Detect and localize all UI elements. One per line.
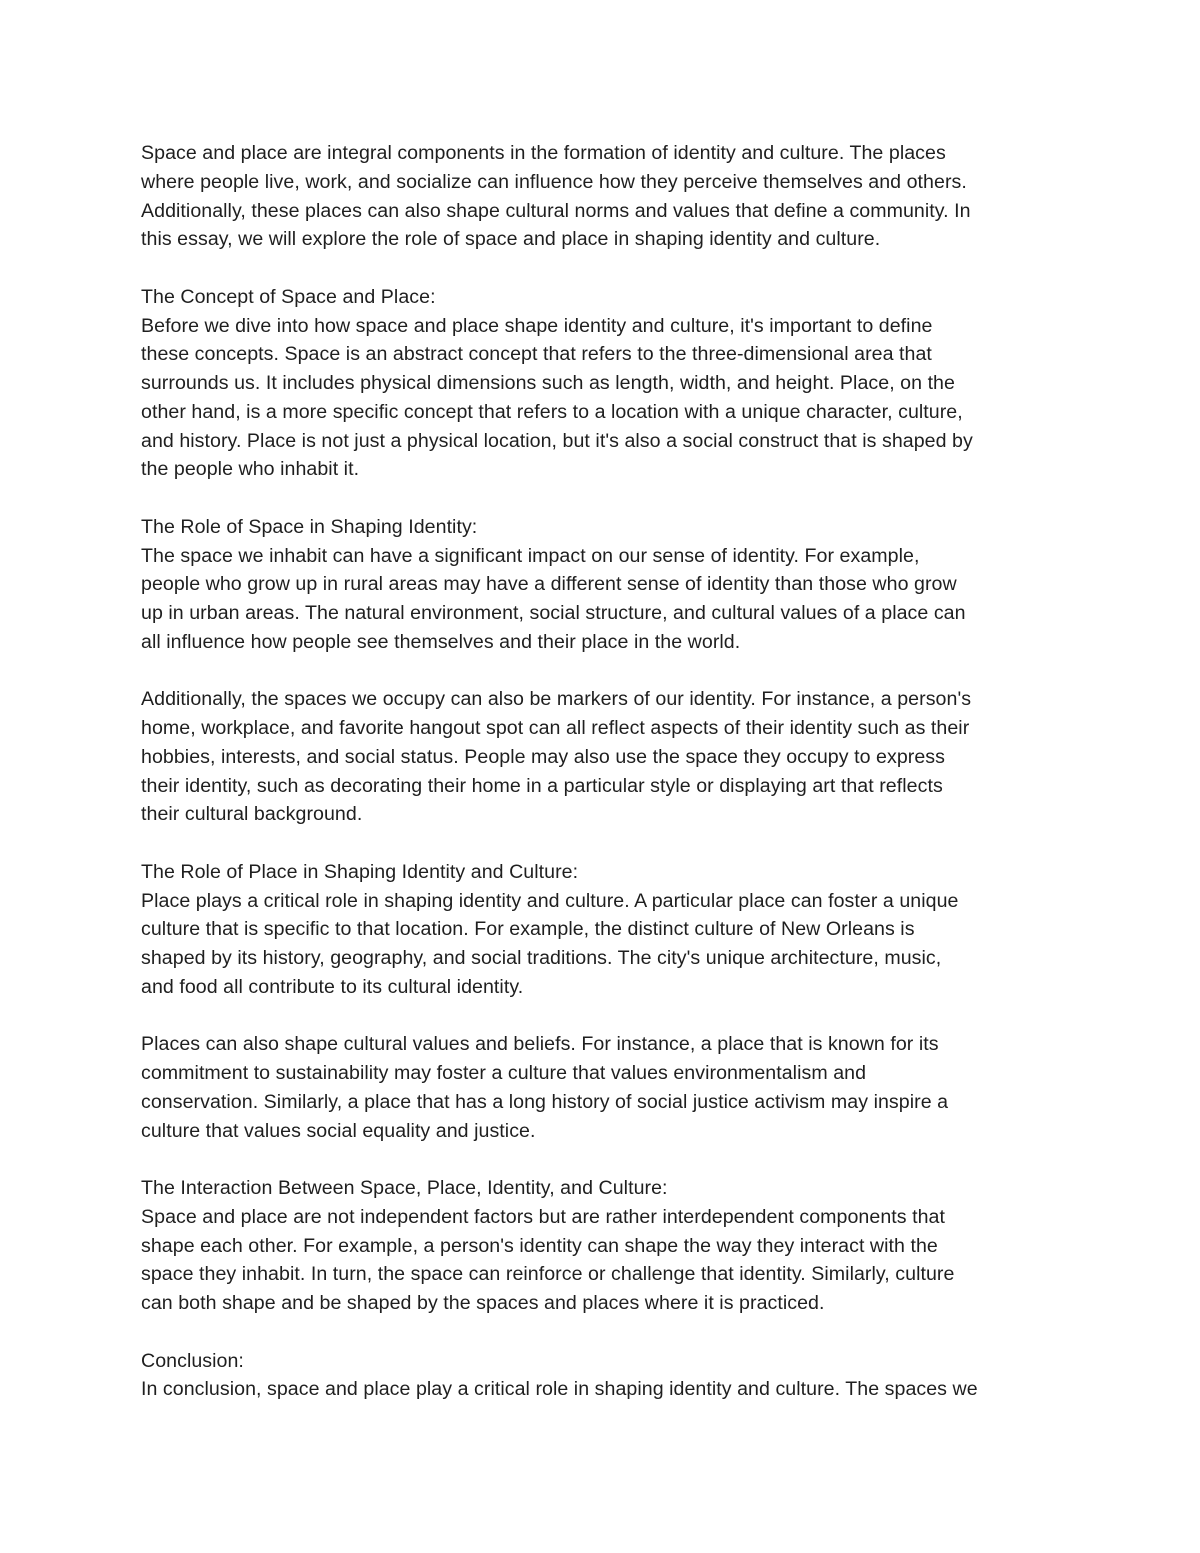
- concept-section: [141, 283, 1081, 484]
- paragraph-gap: [141, 484, 1081, 513]
- space-role-paragraph-2: [141, 685, 1081, 829]
- text-line: surrounds us. It includes physical dimensions such as length, width, and height. Place, on the: [141, 372, 955, 394]
- section-heading: The Interaction Between Space, Place, Identity, and Culture:: [141, 1177, 668, 1199]
- text-line: Places can also shape cultural values and beliefs. For instance, a place that is known for its: [141, 1033, 939, 1056]
- section-heading: The Role of Place in Shaping Identity and Culture:: [141, 860, 579, 883]
- paragraph-gap: [141, 657, 1081, 686]
- text-line: shaped by its history, geography, and social traditions. The city's unique architecture, music,: [141, 947, 942, 969]
- text-line: culture that is specific to that location. For example, the distinct culture of New Orleans is: [141, 918, 915, 941]
- text-line: Place plays a critical role in shaping identity and culture. A particular place can foster a unique: [141, 889, 959, 912]
- section-heading: The Concept of Space and Place:: [141, 285, 436, 308]
- text-line: other hand, is a more specific concept that refers to a location with a unique character, culture,: [141, 400, 963, 423]
- text-line: In conclusion, space and place play a critical role in shaping identity and culture. The spaces we: [141, 1378, 978, 1401]
- text-line: this essay, we will explore the role of space and place in shaping identity and culture.: [141, 228, 881, 251]
- paragraph-gap: [141, 1318, 1081, 1347]
- place-role-section: [141, 858, 1081, 1002]
- text-line: people who grow up in rural areas may have a different sense of identity than those who grow: [141, 573, 957, 596]
- place-role-paragraph-2: [141, 1030, 1081, 1145]
- text-line: Space and place are integral components in the formation of identity and culture. The places: [141, 142, 946, 164]
- document-body: [141, 139, 1081, 1404]
- text-line: The space we inhabit can have a significant impact on our sense of identity. For example,: [141, 544, 920, 567]
- text-line: where people live, work, and socialize can influence how they perceive themselves and others.: [141, 170, 967, 193]
- text-line: hobbies, interests, and social status. People may also use the space they occupy to express: [141, 745, 945, 768]
- conclusion-section: [141, 1347, 1081, 1405]
- section-heading: Conclusion:: [141, 1349, 244, 1372]
- text-line: these concepts. Space is an abstract concept that refers to the three-dimensional area that: [141, 343, 932, 366]
- interaction-section: [141, 1174, 1081, 1318]
- paragraph-gap: [141, 254, 1081, 283]
- text-line: their identity, such as decorating their home in a particular style or displaying art that reflects: [141, 774, 943, 797]
- paragraph-gap: [141, 1145, 1081, 1174]
- text-line: Additionally, the spaces we occupy can also be markers of our identity. For instance, a person's: [141, 688, 972, 711]
- paragraph-gap: [141, 1002, 1081, 1031]
- text-line: the people who inhabit it.: [141, 458, 360, 481]
- text-line: culture that values social equality and justice.: [141, 1119, 536, 1142]
- text-line: and history. Place is not just a physical location, but it's also a social construct that is shaped by: [141, 429, 973, 452]
- paragraph-gap: [141, 829, 1081, 858]
- text-line: all influence how people see themselves and their place in the world.: [141, 630, 741, 653]
- text-line: Space and place are not independent factors but are rather interdependent components that: [141, 1205, 945, 1228]
- text-line: and food all contribute to its cultural identity.: [141, 975, 524, 998]
- text-line: can both shape and be shaped by the spaces and places where it is practiced.: [141, 1292, 825, 1314]
- section-heading: The Role of Space in Shaping Identity:: [141, 515, 478, 538]
- text-line: shape each other. For example, a person's identity can shape the way they interact with the: [141, 1234, 938, 1257]
- text-line: home, workplace, and favorite hangout spot can all reflect aspects of their identity such as their: [141, 717, 970, 739]
- intro-paragraph: [141, 139, 1081, 254]
- text-line: up in urban areas. The natural environment, social structure, and cultural values of a place can: [141, 602, 966, 624]
- text-line: space they inhabit. In turn, the space can reinforce or challenge that identity. Similarly, culture: [141, 1263, 955, 1286]
- text-line: commitment to sustainability may foster a culture that values environmentalism and: [141, 1062, 867, 1084]
- text-line: Additionally, these places can also shape cultural norms and values that define a community. In: [141, 199, 971, 222]
- space-role-section: [141, 513, 1081, 657]
- text-line: their cultural background.: [141, 803, 363, 826]
- text-line: conservation. Similarly, a place that has a long history of social justice activism may inspire a: [141, 1090, 949, 1113]
- text-line: Before we dive into how space and place shape identity and culture, it's important to define: [141, 314, 933, 337]
